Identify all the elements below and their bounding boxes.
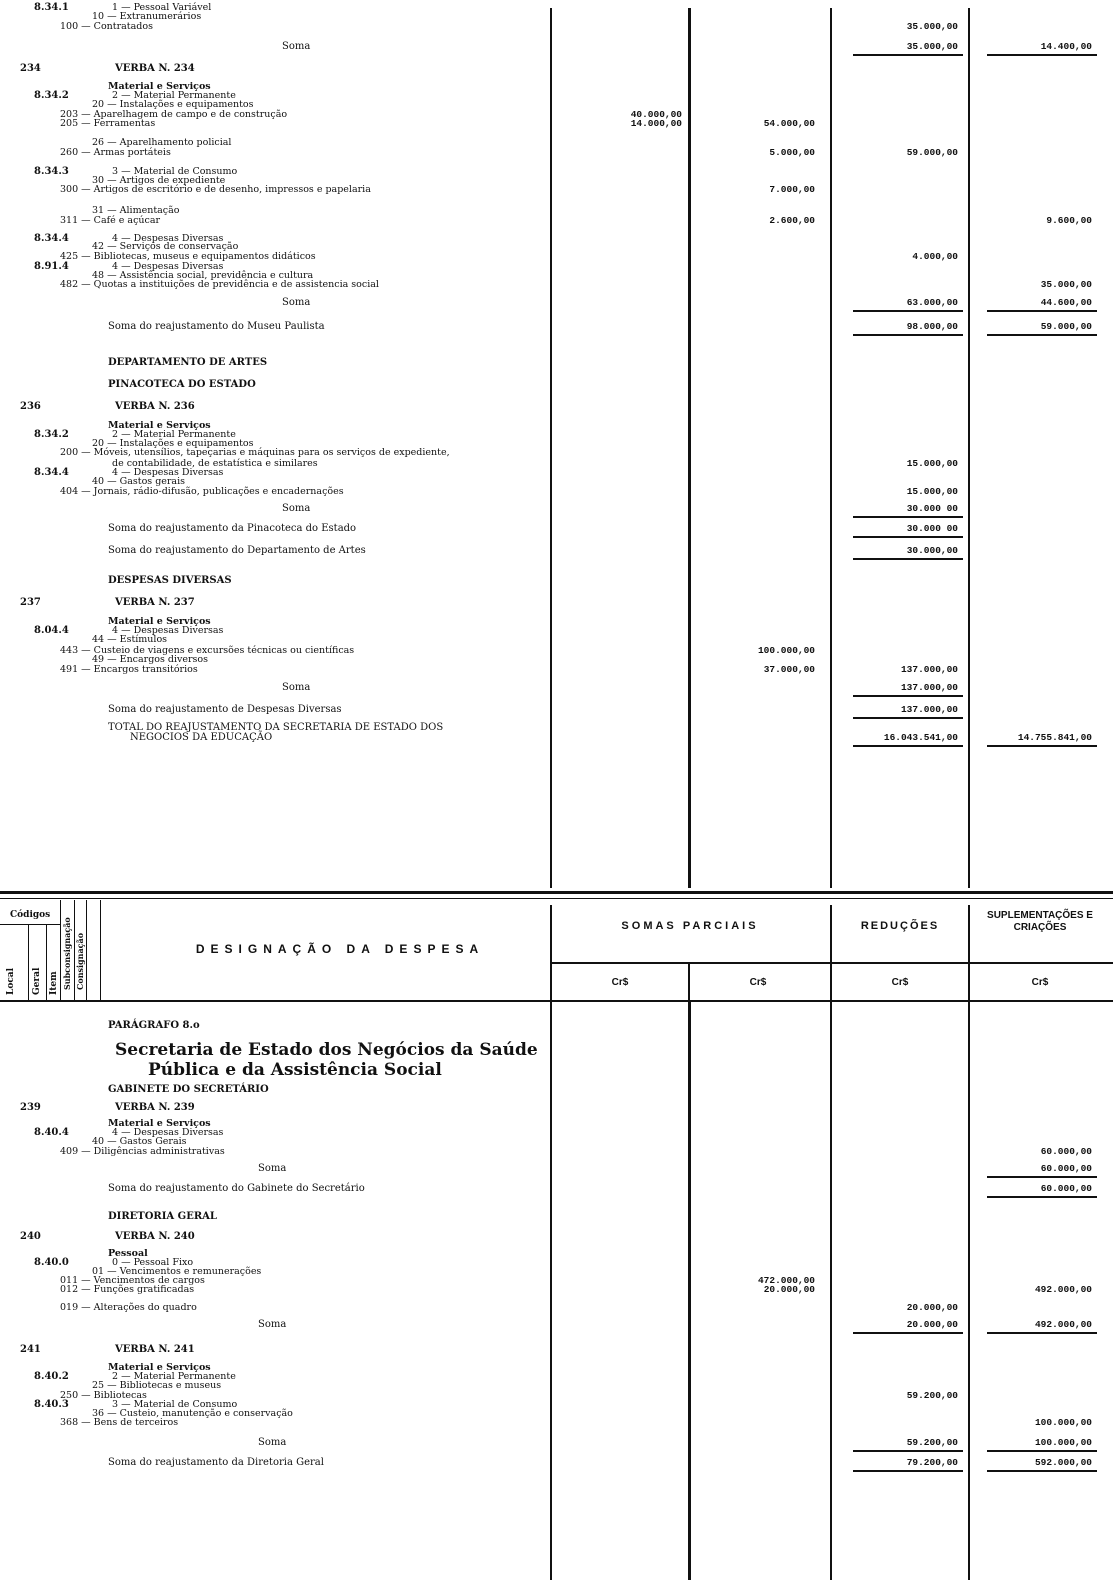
item-label: 49 — Encargos diversos (92, 654, 209, 665)
amount-rule (853, 334, 963, 336)
item-label: 26 — Aparelhamento policial (92, 137, 232, 148)
amount-rule (987, 54, 1097, 56)
item-label: 31 — Alimentação (92, 205, 180, 216)
amount-rule (853, 695, 963, 697)
amount-c1: 14.000,00 (630, 118, 682, 129)
amount-c3: 59.000,00 (906, 147, 958, 158)
amount-c3: 16.043.541,00 (883, 732, 958, 743)
item-label: 25 — Bibliotecas e museus (92, 1380, 222, 1391)
item-label: 019 — Alterações do quadro (60, 1302, 197, 1313)
item-label: 012 — Funções gratificadas (60, 1284, 195, 1295)
header-codigos: Códigos (10, 910, 51, 920)
item-label: 425 — Bibliotecas, museus e equipamentos didáticos (60, 251, 316, 262)
amount-c3: 63.000,00 (906, 297, 958, 308)
amount-c3: 15.000,00 (906, 486, 958, 497)
header-rule-top2 (0, 898, 1113, 899)
item-label: Material e Serviços (108, 616, 211, 627)
amount-c3: 4.000,00 (912, 251, 958, 262)
item-label: 4 — Despesas Diversas (112, 261, 224, 272)
amount-c4: 592.000,00 (1034, 1457, 1092, 1468)
item-label: 48 — Assistência social, previdência e cultura (92, 270, 314, 281)
item-label: 311 — Café e açúcar (60, 215, 161, 226)
item-label: 3 — Material de Consumo (112, 1399, 238, 1410)
column-rule (968, 8, 970, 888)
code-label: 234 (20, 63, 41, 74)
item-label: 404 — Jornais, rádio-difusão, publicações e encadernações (60, 486, 344, 497)
soma-label: Soma (282, 297, 311, 308)
section-heading: DESPESAS DIVERSAS (108, 575, 232, 586)
item-label: 2 — Material Permanente (112, 429, 236, 440)
item-label: 203 — Aparelhagem de campo e de construção (60, 109, 288, 120)
amount-c2: 472.000,00 (757, 1275, 815, 1286)
header-reducoes: REDUÇÕES (860, 920, 940, 932)
soma-label: Soma (282, 682, 311, 693)
amount-c4: 60.000,00 (1040, 1146, 1092, 1157)
amount-c2: 100.000,00 (757, 645, 815, 656)
amount-rule (853, 558, 963, 560)
soma-label: Soma (258, 1319, 287, 1330)
item-label: 10 — Extranumerários (92, 11, 202, 22)
secretaria-title-1: Secretaria de Estado dos Negócios da Saúde (115, 1040, 538, 1060)
paragraph-title: PARÁGRAFO 8.o (108, 1020, 200, 1031)
amount-c2: 37.000,00 (763, 664, 815, 675)
header-geral: Geral (32, 967, 42, 995)
item-label: 443 — Custeio de viagens e excursões técnicas ou científicas (60, 645, 355, 656)
item-label: 30 — Artigos de expediente (92, 175, 226, 186)
item-label: 42 — Serviços de conservação (92, 241, 239, 252)
item-label: 0 — Pessoal Fixo (112, 1257, 194, 1268)
code-label: 8.34.2 (34, 90, 69, 101)
amount-c4: 59.000,00 (1040, 321, 1092, 332)
soma-label: Soma do reajustamento do Departamento de Artes (108, 545, 366, 556)
soma-label: Soma do reajustamento da Pinacoteca do Estado (108, 523, 357, 534)
amount-c3: 30.000,00 (906, 545, 958, 556)
code-label: 8.40.3 (34, 1399, 69, 1410)
amount-c3: 30.000 00 (906, 523, 958, 534)
header-designacao: DESIGNAÇÃO DA DESPESA (195, 942, 485, 956)
amount-c3: 20.000,00 (906, 1319, 958, 1330)
item-label: 200 — Móveis, utensílios, tapeçarias e máquinas para os serviços de expediente, (60, 447, 450, 458)
verba-label: VERBA N. 239 (115, 1102, 195, 1113)
amount-rule (987, 745, 1097, 747)
item-label: 44 — Estímulos (92, 634, 168, 645)
amount-c2: 7.000,00 (769, 184, 815, 195)
column-rule (688, 8, 691, 888)
column-rule (968, 905, 970, 1580)
header-currency-1: Cr$ (611, 977, 629, 988)
amount-rule (987, 1196, 1097, 1198)
header-rule-top (0, 891, 1113, 894)
item-label: Material e Serviços (108, 81, 211, 92)
column-rule (550, 905, 552, 1580)
verba-label: VERBA N. 241 (115, 1344, 195, 1355)
code-label: 8.40.2 (34, 1371, 69, 1382)
amount-c2: 20.000,00 (763, 1284, 815, 1295)
amount-c3: 35.000,00 (906, 21, 958, 32)
amount-c3: 79.200,00 (906, 1457, 958, 1468)
item-label: 20 — Instalações e equipamentos (92, 99, 254, 110)
header-rule (28, 925, 29, 1000)
item-label: 260 — Armas portáteis (60, 147, 171, 158)
amount-rule (987, 1332, 1097, 1334)
header-local: Local (6, 967, 16, 995)
code-label: 236 (20, 401, 41, 412)
item-label: 20 — Instalações e equipamentos (92, 438, 254, 449)
soma-label: Soma (282, 41, 311, 52)
secretaria-title-2: Pública e da Assistência Social (148, 1060, 442, 1080)
amount-rule (987, 1176, 1097, 1178)
column-rule (830, 8, 832, 888)
amount-rule (853, 516, 963, 518)
amount-c4: 492.000,00 (1034, 1319, 1092, 1330)
item-label: 368 — Bens de terceiros (60, 1417, 179, 1428)
code-label: 8.40.4 (34, 1127, 69, 1138)
amount-c3: 30.000 00 (906, 503, 958, 514)
item-label: 011 — Vencimentos de cargos (60, 1275, 205, 1286)
item-label: de contabilidade, de estatística e similares (112, 458, 318, 469)
item-label: 36 — Custeio, manutenção e conservação (92, 1408, 293, 1419)
header-consignacao: Consignação (75, 932, 85, 990)
amount-rule (853, 536, 963, 538)
section-heading: PINACOTECA DO ESTADO (108, 379, 256, 390)
amount-c4: 492.000,00 (1034, 1284, 1092, 1295)
verba-label: VERBA N. 234 (115, 63, 195, 74)
item-label: 409 — Diligências administrativas (60, 1146, 225, 1157)
code-label: 8.40.0 (34, 1257, 69, 1268)
item-label: 3 — Material de Consumo (112, 166, 238, 177)
verba-label: VERBA N. 237 (115, 597, 195, 608)
item-label: 250 — Bibliotecas (60, 1390, 147, 1401)
section-heading: DIRETORIA GERAL (108, 1211, 217, 1222)
amount-c3: 59.200,00 (906, 1437, 958, 1448)
amount-rule (987, 1450, 1097, 1452)
item-label: 4 — Despesas Diversas (112, 1127, 224, 1138)
item-label: 2 — Material Permanente (112, 1371, 236, 1382)
amount-c3: 137.000,00 (900, 704, 958, 715)
total-label: TOTAL DO REAJUSTAMENTO DA SECRETARIA DE ESTADO DOS (108, 722, 444, 733)
amount-c3: 20.000,00 (906, 1302, 958, 1313)
amount-c3: 98.000,00 (906, 321, 958, 332)
header-subrule (552, 962, 1113, 964)
code-label: 8.04.4 (34, 625, 69, 636)
soma-label: Soma do reajustamento da Diretoria Geral (108, 1457, 324, 1468)
amount-c4: 35.000,00 (1040, 279, 1092, 290)
header-currency-3: Cr$ (891, 977, 909, 988)
header-currency-4: Cr$ (1031, 977, 1049, 988)
amount-c4: 44.600,00 (1040, 297, 1092, 308)
amount-c3: 35.000,00 (906, 41, 958, 52)
amount-rule (853, 1332, 963, 1334)
header-rule (100, 900, 101, 1000)
amount-c4: 100.000,00 (1034, 1417, 1092, 1428)
item-label: Material e Serviços (108, 420, 211, 431)
header-rule (60, 900, 61, 1000)
code-label: 8.34.2 (34, 429, 69, 440)
item-label: 4 — Despesas Diversas (112, 467, 224, 478)
soma-label: Soma (282, 503, 311, 514)
soma-label: Soma (258, 1437, 287, 1448)
code-label: 8.34.4 (34, 467, 69, 478)
soma-label: Soma do reajustamento de Despesas Diversas (108, 704, 342, 715)
column-rule (688, 1000, 691, 1580)
item-label: Material e Serviços (108, 1118, 211, 1129)
header-subconsignacao: Subconsignação (62, 917, 72, 990)
amount-c3: 59.200,00 (906, 1390, 958, 1401)
soma-label: Soma do reajustamento do Museu Paulista (108, 321, 325, 332)
amount-rule (853, 310, 963, 312)
verba-label: VERBA N. 240 (115, 1231, 195, 1242)
code-label: 8.34.3 (34, 166, 69, 177)
header-rule (688, 962, 690, 1002)
amount-c3: 15.000,00 (906, 458, 958, 469)
code-label: 8.34.4 (34, 233, 69, 244)
item-label: Material e Serviços (108, 1362, 211, 1373)
item-label: 482 — Quotas a instituições de previdência e de assistencia social (60, 279, 379, 290)
amount-rule (853, 1450, 963, 1452)
item-label: 2 — Material Permanente (112, 90, 236, 101)
header-item: Item (49, 971, 59, 995)
amount-rule (853, 717, 963, 719)
amount-c2: 54.000,00 (763, 118, 815, 129)
amount-rule (853, 54, 963, 56)
amount-rule (853, 1470, 963, 1472)
amount-c1: 40.000,00 (630, 109, 682, 120)
item-label: 40 — Gastos gerais (92, 476, 186, 487)
soma-label: Soma (258, 1163, 287, 1174)
code-label: 8.91.4 (34, 261, 69, 272)
header-rule-bottom (0, 1000, 1113, 1002)
amount-c2: 2.600,00 (769, 215, 815, 226)
verba-label: VERBA N. 236 (115, 401, 195, 412)
item-label: 40 — Gastos Gerais (92, 1136, 187, 1147)
amount-rule (987, 310, 1097, 312)
soma-label: Soma do reajustamento do Gabinete do Secretário (108, 1183, 365, 1194)
amount-c4: 60.000,00 (1040, 1183, 1092, 1194)
item-label: 205 — Ferramentas (60, 118, 156, 129)
item-label: 4 — Despesas Diversas (112, 625, 224, 636)
code-label: 241 (20, 1344, 41, 1355)
code-label: 237 (20, 597, 41, 608)
header-rule (0, 924, 60, 925)
code-label: 239 (20, 1102, 41, 1113)
header-somas-parciais: SOMAS PARCIAIS (621, 920, 759, 932)
amount-c2: 5.000,00 (769, 147, 815, 158)
amount-c4: 14.755.841,00 (1017, 732, 1092, 743)
code-label: 8.34.1 (34, 2, 69, 13)
header-currency-2: Cr$ (749, 977, 767, 988)
total-label: NEGOCIOS DA EDUCAÇÃO (130, 732, 273, 743)
amount-rule (987, 1470, 1097, 1472)
column-rule (550, 8, 552, 888)
amount-c4: 60.000,00 (1040, 1163, 1092, 1174)
item-label: Pessoal (108, 1248, 148, 1259)
header-rule (86, 900, 87, 1000)
amount-c3: 137.000,00 (900, 682, 958, 693)
amount-c4: 100.000,00 (1034, 1437, 1092, 1448)
item-label: 100 — Contratados (60, 21, 153, 32)
item-label: 300 — Artigos de escritório e de desenho, impressos e papelaria (60, 184, 371, 195)
amount-rule (987, 334, 1097, 336)
column-rule (830, 905, 832, 1580)
section-heading: DEPARTAMENTO DE ARTES (108, 357, 268, 368)
item-label: 4 — Despesas Diversas (112, 233, 224, 244)
header-rule (46, 925, 47, 1000)
header-suplementacoes: SUPLEMENTAÇÕES E CRIAÇÕES (987, 910, 1093, 933)
amount-c3: 137.000,00 (900, 664, 958, 675)
code-label: 240 (20, 1231, 41, 1242)
amount-rule (853, 745, 963, 747)
amount-c4: 9.600,00 (1046, 215, 1092, 226)
item-label: 491 — Encargos transitórios (60, 664, 198, 675)
item-label: 01 — Vencimentos e remunerações (92, 1266, 262, 1277)
amount-c4: 14.400,00 (1040, 41, 1092, 52)
item-label: 1 — Pessoal Variável (112, 2, 212, 13)
section-heading: GABINETE DO SECRETÁRIO (108, 1084, 269, 1095)
